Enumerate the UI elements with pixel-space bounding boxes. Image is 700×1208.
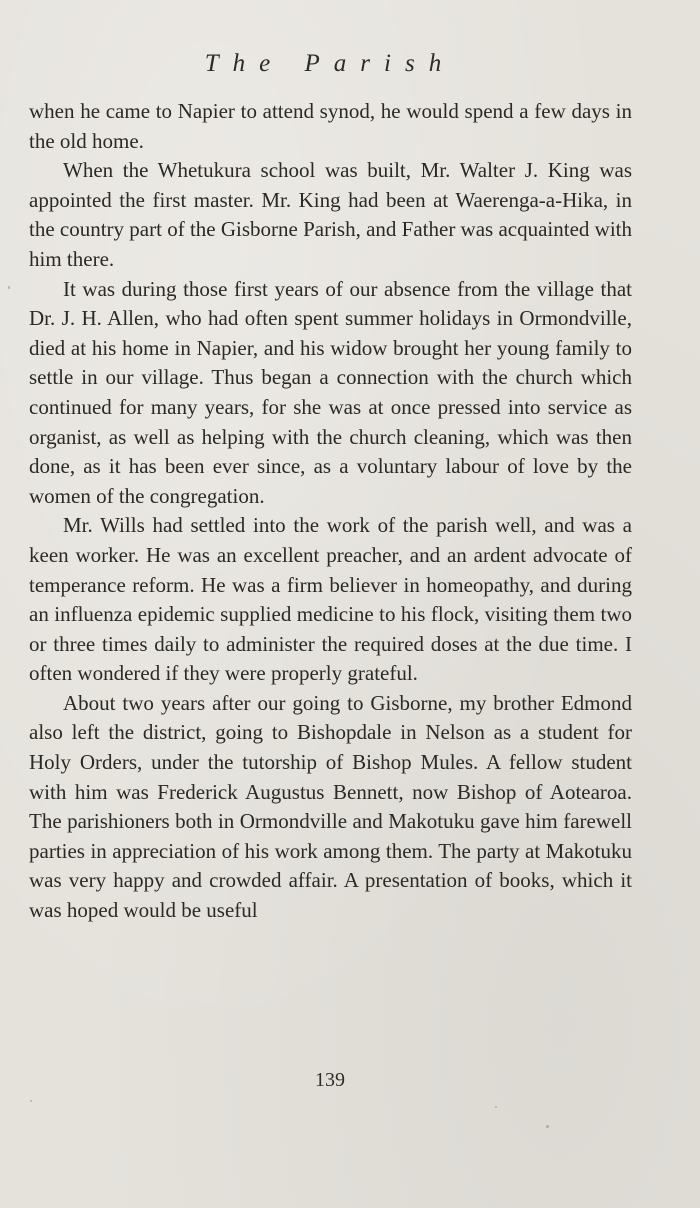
paragraph-2: When the Whetukura school was built, Mr. Walter J. King was appointed the first master. Mr. King had been at Waerenga-a-Hika, in the country part of the Gisborne Parish, and Father was acquainted with him there.: [29, 158, 633, 271]
paper-speck: [30, 1100, 32, 1102]
page-number: 139: [315, 1069, 345, 1091]
paper-speck: [546, 1125, 549, 1128]
paper-speck: [495, 1106, 497, 1108]
body-text: [29, 97, 632, 926]
paragraph-4: Mr. Wills had settled into the work of the parish well, and was a keen worker. He was an excellent preacher, and an ardent advocate of temperance reform. He was a firm believer in homeopathy, and during an influenza epidemic supplied medicine to his flock, visiting them two or three times daily to administer the required doses at the due time. I often wondered if they were properly grateful.: [29, 513, 632, 686]
paragraph-3: It was during those first years of our absence from the village that Dr. J. H. Allen, who had often spent summer holidays in Ormondville, died at his home in Napier, and his widow brought her young family to settle in our village. Thus began a connection with the church which continued for many years, for she was at once pressed into service as organist, as well as helping with the church cleaning, which was then done, as it has been ever since, as a voluntary labour of love by the women of the congregation.: [29, 276, 632, 508]
running-head: The Parish: [204, 50, 456, 77]
paragraph-1: when he came to Napier to attend synod, he would spend a few days in the old home.: [29, 99, 632, 153]
paper-speck: [8, 286, 10, 289]
paragraph-5: About two years after our going to Gisborne, my brother Edmond also left the district, going to Bishopdale in Nelson as a student for Holy Orders, under the tutorship of Bishop Mules. A fellow student with him was Frederick Augustus Bennett, now Bishop of Aotearoa. The parishioners both in Ormondville and Makotuku gave him farewell parties in appreciation of his work among them. The party at Makotuku was very happy and crowded affair. A presentation of books, which it was hoped would be useful: [29, 690, 632, 923]
